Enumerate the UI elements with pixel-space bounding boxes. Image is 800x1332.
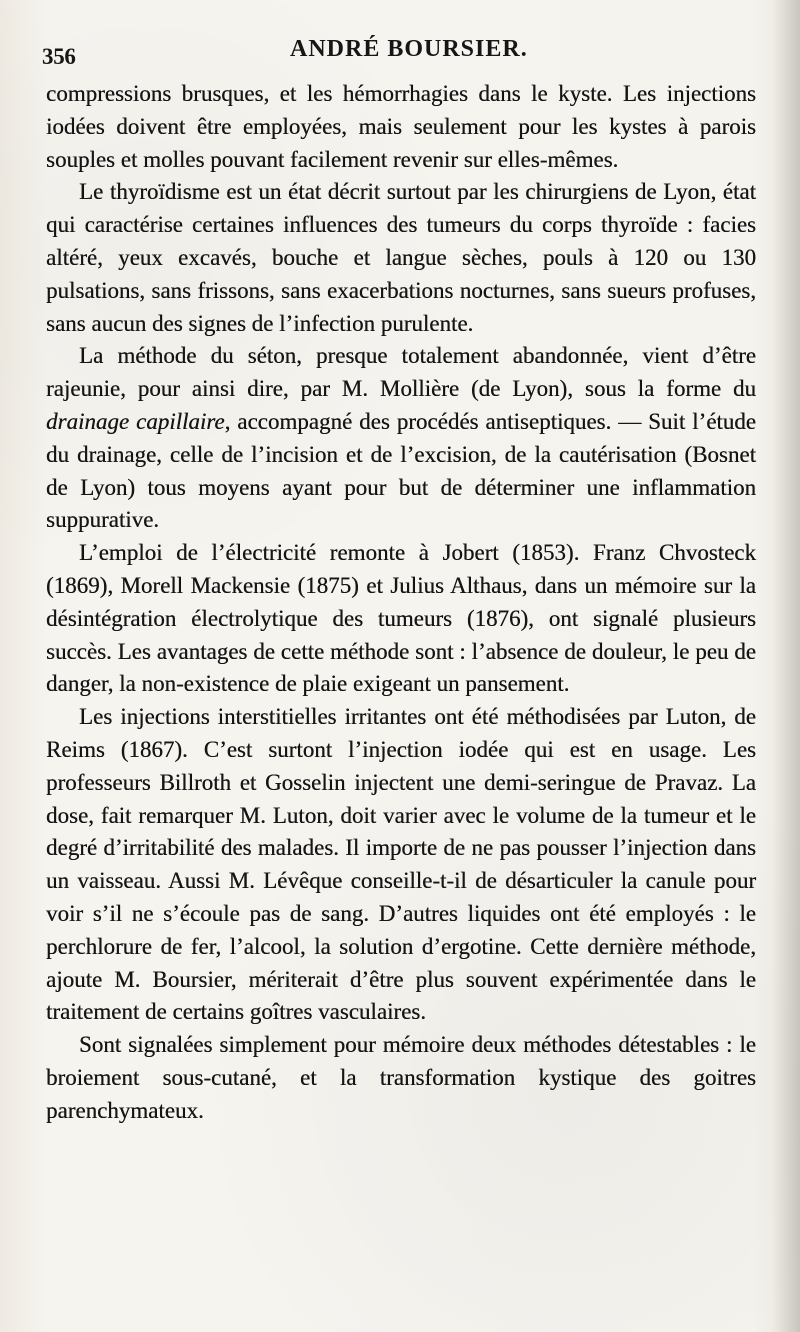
page-number: 356 [42,44,76,69]
body-text [46,78,756,1128]
page-header [42,36,746,68]
paragraph-2: Le thyroïdisme est un état décrit surtout par les chirurgiens de Lyon, état qui caractérise certaines influences des tumeurs du corps thyroïde : facies altéré, yeux excavés, bouche et langue sèches, pouls à 120 ou 130 pulsations, sans frissons, sans exacerbations nocturnes, sans sueurs profuses, sans aucun des signes de l’infection purulente. [46,179,756,336]
running-head: ANDRÉ BOURSIER. [290,36,528,62]
paragraph-5: Les injections interstitielles irritantes ont été méthodisées par Luton, de Reims (1867). C’est surtont l’injection iodée qui est en usage. Les professeurs Billroth et Gosselin injectent une demi-seringue de Pravaz. La dose, fait remarquer M. Luton, doit varier avec le volume de la tumeur et le degré d’irritabilité des malades. Il importe de ne pas pousser l’injection dans un vaisseau. Aussi M. Lévêque conseille-t-il de désarticuler la canule pour voir s’il ne s’écoule pas de sang. D’autres liquides ont été employés : le perchlorure de fer, l’alcool, la solution d’ergotine. Cette dernière méthode, ajoute M. Boursier, mériterait d’être plus souvent expérimentée dans le traitement de certains goîtres vasculaires. [46,704,756,1025]
paragraph-6: Sont signalées simplement pour mémoire deux méthodes détestables : le broiement sous-cutané, et la transformation kystique des goitres parenchymateux. [46,1032,756,1123]
italic-term: drainage capillaire [46,408,225,434]
paragraph-3-before: La méthode du séton, presque totalement abandonnée, vient d’être rajeunie, pour ainsi dire, par M. Mollière (de Lyon), sous la forme du [46,343,756,402]
paragraph-4: L’emploi de l’électricité remonte à Jobert (1853). Franz Chvosteck (1869), Morell Mackensie (1875) et Julius Althaus, dans un mémoire sur la désintégration électrolytique des tumeurs (1876), ont signalé plusieurs succès. Les avantages de cette méthode sont : l’absence de douleur, le peu de danger, la non-existence de plaie exigeant un pansement. [46,540,756,697]
page-edge-shadow [772,0,800,1332]
paragraph-1: compressions brusques, et les hémorrhagies dans le kyste. Les injections iodées doivent être employées, mais seulement pour les kystes à parois souples et molles pouvant facilement revenir sur elles-mêmes. [46,81,756,172]
paragraph-3 [46,340,756,537]
paragraph-3-after: , accompagné des procédés antiseptiques. — Suit l’étude du drainage, celle de l’incision et de l’excision, de la cautérisation (Bosnet de Lyon) tous moyens ayant pour but de déterminer une inflammation suppurative. [46,408,757,533]
